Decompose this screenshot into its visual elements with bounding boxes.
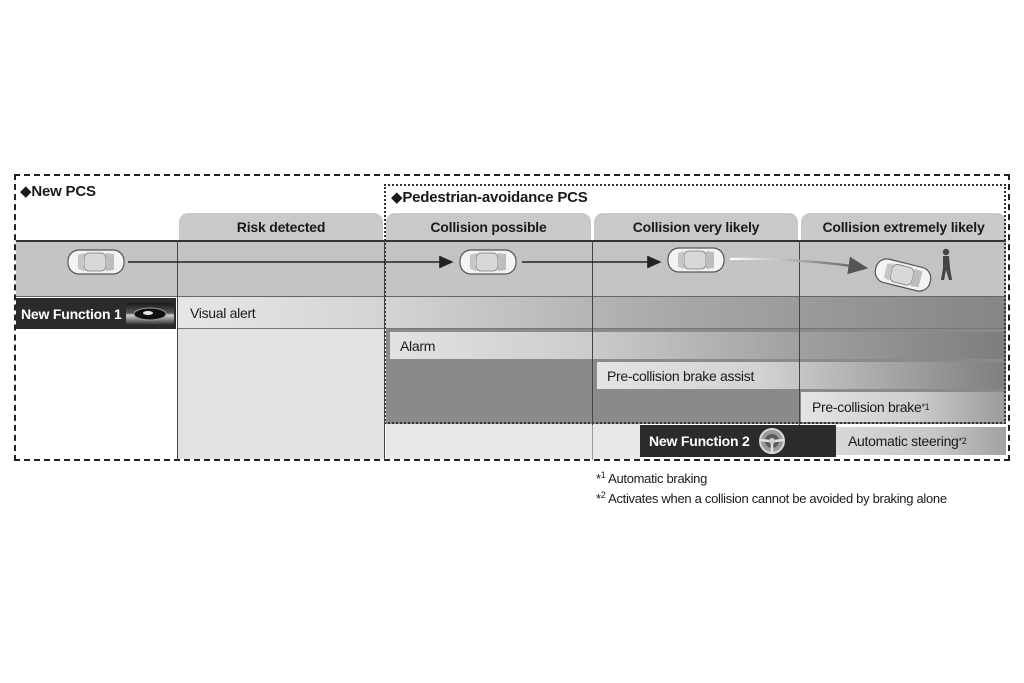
footnote-2-text: Activates when a collision cannot be avoided by braking alone: [605, 491, 947, 506]
stage-header-risk-detected: Risk detected: [179, 213, 383, 240]
footnote-ref-1: *1: [921, 402, 930, 412]
diamond-marker-icon: ◆: [20, 183, 32, 200]
pre-collision-brake-text: Pre-collision brake: [812, 399, 922, 415]
swerve-arrow-icon: [730, 259, 866, 268]
stage-header-collision-possible: Collision possible: [386, 213, 591, 240]
car-top-view-icon: [873, 257, 933, 294]
footnote-1: [596, 470, 707, 486]
stage-header-collision-very-likely: Collision very likely: [594, 213, 798, 240]
visual-alert-label: Visual alert: [190, 305, 256, 321]
footnote-1-num: 1: [600, 470, 606, 480]
automatic-steering-text: Automatic steering: [848, 433, 959, 449]
footnote-ref-2: *2: [958, 436, 967, 446]
car-top-view-icon: [460, 250, 516, 274]
footnote-1-mark: *: [596, 471, 601, 486]
diamond-marker-icon: ◆: [391, 189, 403, 206]
new-function-2-label: New Function 2: [649, 433, 750, 449]
stage-header-collision-extremely-likely: Collision extremely likely: [801, 213, 1006, 240]
pedestrian-icon: [941, 249, 952, 280]
new-function-1-label: New Function 1: [21, 305, 122, 322]
footnote-2-num: 2: [600, 490, 606, 500]
alarm-label: Alarm: [400, 337, 436, 354]
car-top-view-icon: [68, 250, 124, 274]
brake-assist-label: Pre-collision brake assist: [607, 367, 755, 384]
footnote-2-mark: *: [596, 491, 601, 506]
car-top-view-icon: [668, 248, 724, 272]
footnote-2: [596, 490, 947, 506]
pedestrian-pcs-title-text: Pedestrian-avoidance PCS: [402, 188, 588, 206]
new-pcs-title-text: New PCS: [31, 182, 96, 200]
footnote-1-text: Automatic braking: [605, 471, 708, 486]
